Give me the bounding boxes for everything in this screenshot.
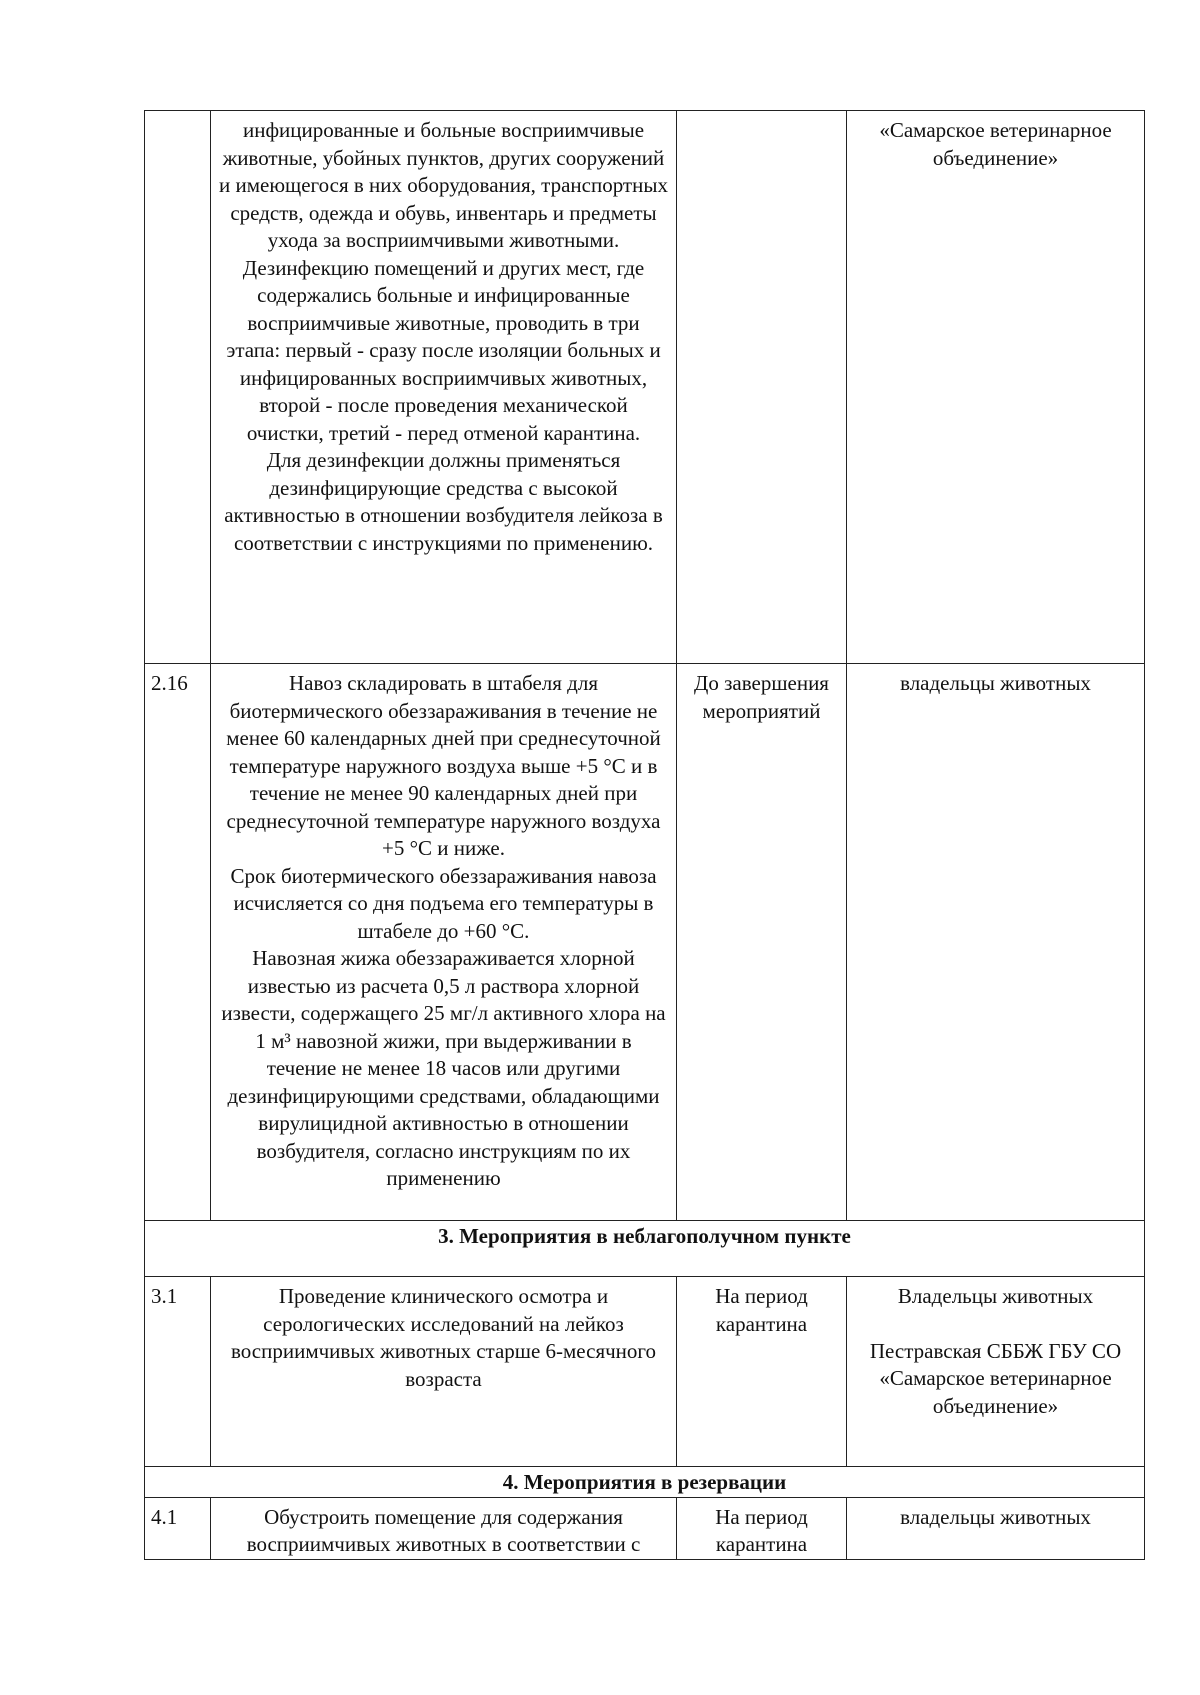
measure-text: [211, 111, 677, 664]
row-number: 2.16: [145, 664, 211, 1221]
paragraph: Навозная жижа обеззараживается хлорной известью из расчета 0,5 л раствора хлорной извести, содержащего 25 мг/л активного хлора на 1 м³ навозной жижи, при выдерживании в течение не менее 18 часов или другими дезинфицирующими средствами, обладающими вирулицидной активностью в отношении возбудителя, согласно инструкциям по их применению: [221, 946, 666, 1190]
term-cell: На период карантина: [677, 1497, 847, 1559]
spacer: [851, 1311, 1140, 1338]
row-number: 4.1: [145, 1497, 211, 1559]
responsible-owners: Владельцы животных: [897, 1284, 1094, 1308]
term-cell: [677, 111, 847, 664]
table-row: [145, 1497, 1145, 1559]
section-title: 3. Мероприятия в неблагополучном пункте: [145, 1221, 1145, 1277]
paragraph: Дезинфекцию помещений и других мест, где содержались больные и инфицированные восприимчивые животные, проводить в три этапа: первый - сразу после изоляции больных и инфицированных восприимчивых животных, второй - после проведения механической очистки, третий - перед отменой карантина.: [226, 255, 661, 445]
paragraph: Срок биотермического обеззараживания навоза исчисляется со дня подъема его температуры в штабеле до +60 °С.: [230, 863, 657, 943]
responsible-cell: владельцы животных: [847, 1497, 1145, 1559]
responsible-service: Пестравская СББЖ ГБУ СО «Самарское ветеринарное объединение»: [869, 1338, 1122, 1418]
paragraph: Для дезинфекции должны применяться дезинфицирующие средства с высокой активностью в отношении возбудителя лейкоза в соответствии с инструкциями по применению.: [224, 448, 663, 555]
table-row: [145, 111, 1145, 664]
section-header-row: [145, 1221, 1145, 1277]
responsible-cell: [847, 1277, 1145, 1467]
term-cell: На период карантина: [677, 1277, 847, 1467]
measure-text: [211, 664, 677, 1221]
measure-text: Обустроить помещение для содержания восприимчивых животных в соответствии с: [211, 1497, 677, 1559]
row-number: [145, 111, 211, 664]
term-cell: До завершения мероприятий: [677, 664, 847, 1221]
section-title: 4. Мероприятия в резервации: [145, 1467, 1145, 1498]
paragraph: Навоз складировать в штабеля для биотермического обеззараживания в течение не менее 60 календарных дней при среднесуточной температуре наружного воздуха выше +5 °С и в течение не менее 90 календарных дней при среднесуточной температуре наружного воздуха +5 °С и ниже.: [226, 671, 661, 860]
row-number: 3.1: [145, 1277, 211, 1467]
table-row: [145, 664, 1145, 1221]
paragraph: инфицированные и больные восприимчивые животные, убойных пунктов, других сооружений и имеющегося в них оборудования, транспортных средств, одежда и обувь, инвентарь и предметы ухода за восприимчивыми животными.: [219, 118, 668, 252]
measure-text: Проведение клинического осмотра и серологических исследований на лейкоз восприимчивых животных старше 6-месячного возраста: [211, 1277, 677, 1467]
measures-table: [144, 110, 1145, 1560]
responsible-cell: владельцы животных: [847, 664, 1145, 1221]
table-row: [145, 1277, 1145, 1467]
responsible-cell: «Самарское ветеринарное объединение»: [847, 111, 1145, 664]
section-header-row: [145, 1467, 1145, 1498]
